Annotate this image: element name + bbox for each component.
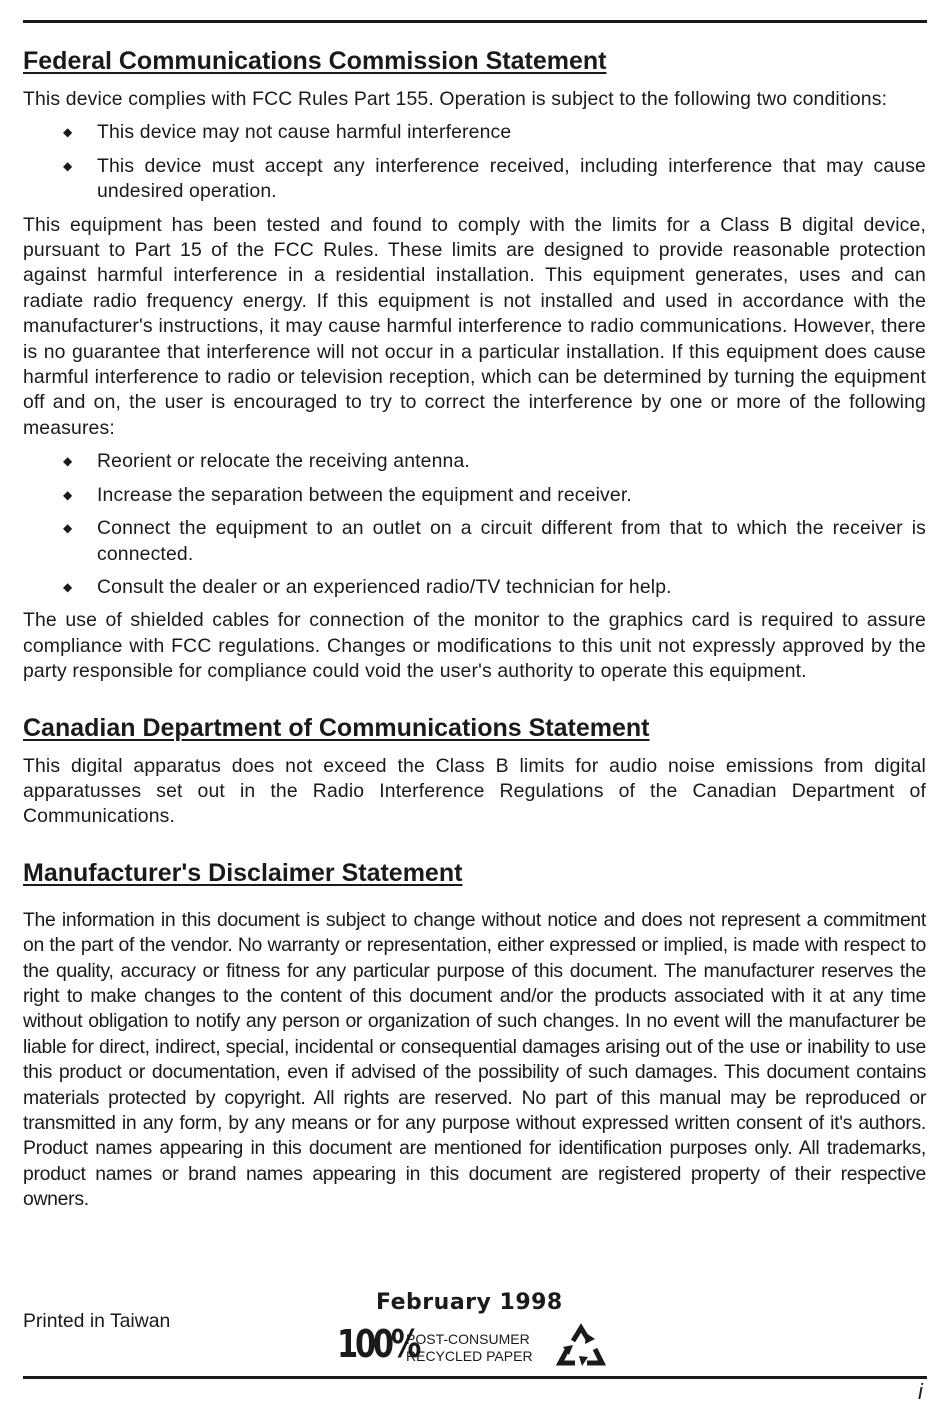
diamond-bullet-icon: ◆ — [63, 158, 73, 173]
list-item-text: Increase the separation between the equipment and receiver. — [97, 483, 632, 506]
disclaimer-section — [23, 856, 926, 1213]
list-item — [23, 154, 926, 205]
diamond-bullet-icon: ◆ — [63, 521, 73, 536]
diamond-bullet-icon: ◆ — [63, 125, 73, 140]
list-item-text: Connect the equipment to an outlet on a circuit different from that to which the receiver is connected. — [97, 517, 926, 565]
fcc-section — [23, 44, 926, 685]
printed-in-label: Printed in Taiwan — [23, 1310, 171, 1332]
list-item — [23, 516, 926, 567]
canadian-section — [23, 711, 926, 830]
fcc-heading: Federal Communications Commission Statement — [23, 47, 607, 75]
disclaimer-heading: Manufacturer's Disclaimer Statement — [23, 858, 463, 887]
list-item — [23, 449, 926, 474]
publication-date: February 1998 — [376, 1290, 563, 1315]
list-item — [23, 483, 926, 508]
list-item-text: Consult the dealer or an experienced radio/TV technician for help. — [97, 575, 672, 598]
recycle-icon — [555, 1323, 607, 1369]
recycled-line-2: RECYCLED PAPER — [406, 1348, 533, 1364]
fcc-tested-paragraph: This equipment has been tested and found to comply with the limits for a Class B digital device, pursuant to Part 15 of the FCC Rules. These limits are designed to provide reasonable protection against harmful interference in a residential installation. This equipment generates, uses and can radiate radio frequency energy. If this equipment is not installed and used in accordance with the manufacturer's instructions, it may cause harmful interference to radio communications. However, there is no guarantee that interference will not occur in a particular installation. If this equipment does cause harmful interference to radio or television reception, which can be determined by turning the equipment off and on, the user is encouraged to try to correct the interference by one or more of the following measures: — [23, 213, 926, 439]
bottom-rule — [23, 1376, 927, 1379]
fcc-intro: This device complies with FCC Rules Part 155. Operation is subject to the following two conditions: — [23, 88, 888, 110]
fcc-conditions-list — [23, 120, 926, 204]
diamond-bullet-icon: ◆ — [63, 454, 73, 469]
top-rule — [23, 20, 927, 23]
diamond-bullet-icon: ◆ — [63, 487, 73, 502]
list-item-text: Reorient or relocate the receiving antenna. — [97, 450, 470, 473]
diamond-bullet-icon: ◆ — [63, 579, 73, 594]
disclaimer-paragraph: The information in this document is subject to change without notice and does not represent a commitment on the part of the vendor. No warranty or representation, either expressed or implied, is made with respect to the quality, accuracy or fitness for any particular purpose of this document. The manufacturer reserves the right to make changes to the content of this document and/or the products associated with it at any time without obligation to notify any person or organization of such changes. In no event will the manufacturer be liable for direct, indirect, special, incidental or consequential damages arising out of the use or inability to use this product or documentation, even if advised of the possibility of such damages. This document contains materials protected by copyright. All rights are reserved. No part of this manual may be reproduced or transmitted in any form, by any means or for any purpose without expressed written consent of it's authors. Product names appearing in this document are mentioned for identification purposes only. All trademarks, product names or brand names appearing in this document are registered property of their respective owners. — [23, 908, 926, 1211]
list-item — [23, 120, 926, 145]
list-item-text: This device must accept any interference received, including interference that may cause undesired operation. — [97, 154, 926, 203]
recycled-line-1: POST-CONSUMER — [406, 1331, 530, 1347]
page-content — [23, 44, 926, 1221]
recycled-paper-mark — [337, 1322, 617, 1372]
list-item — [23, 575, 926, 600]
recycled-percent: 100% — [337, 1322, 419, 1366]
fcc-measures-list — [23, 449, 926, 600]
canadian-heading: Canadian Department of Communications Statement — [23, 713, 650, 742]
page-number: i — [918, 1379, 923, 1404]
recycled-text — [406, 1331, 533, 1365]
canadian-paragraph: This digital apparatus does not exceed the Class B limits for audio noise emissions from digital apparatusses set out in the Radio Interference Regulations of the Canadian Department of Communications. — [23, 754, 926, 828]
fcc-shielded-paragraph: The use of shielded cables for connection of the monitor to the graphics card is required to assure compliance with FCC regulations. Changes or modifications to this unit not expressly approved by the party responsible for compliance could void the user's authority to operate this equipment. — [23, 609, 926, 683]
list-item-text: This device may not cause harmful interference — [97, 121, 512, 144]
